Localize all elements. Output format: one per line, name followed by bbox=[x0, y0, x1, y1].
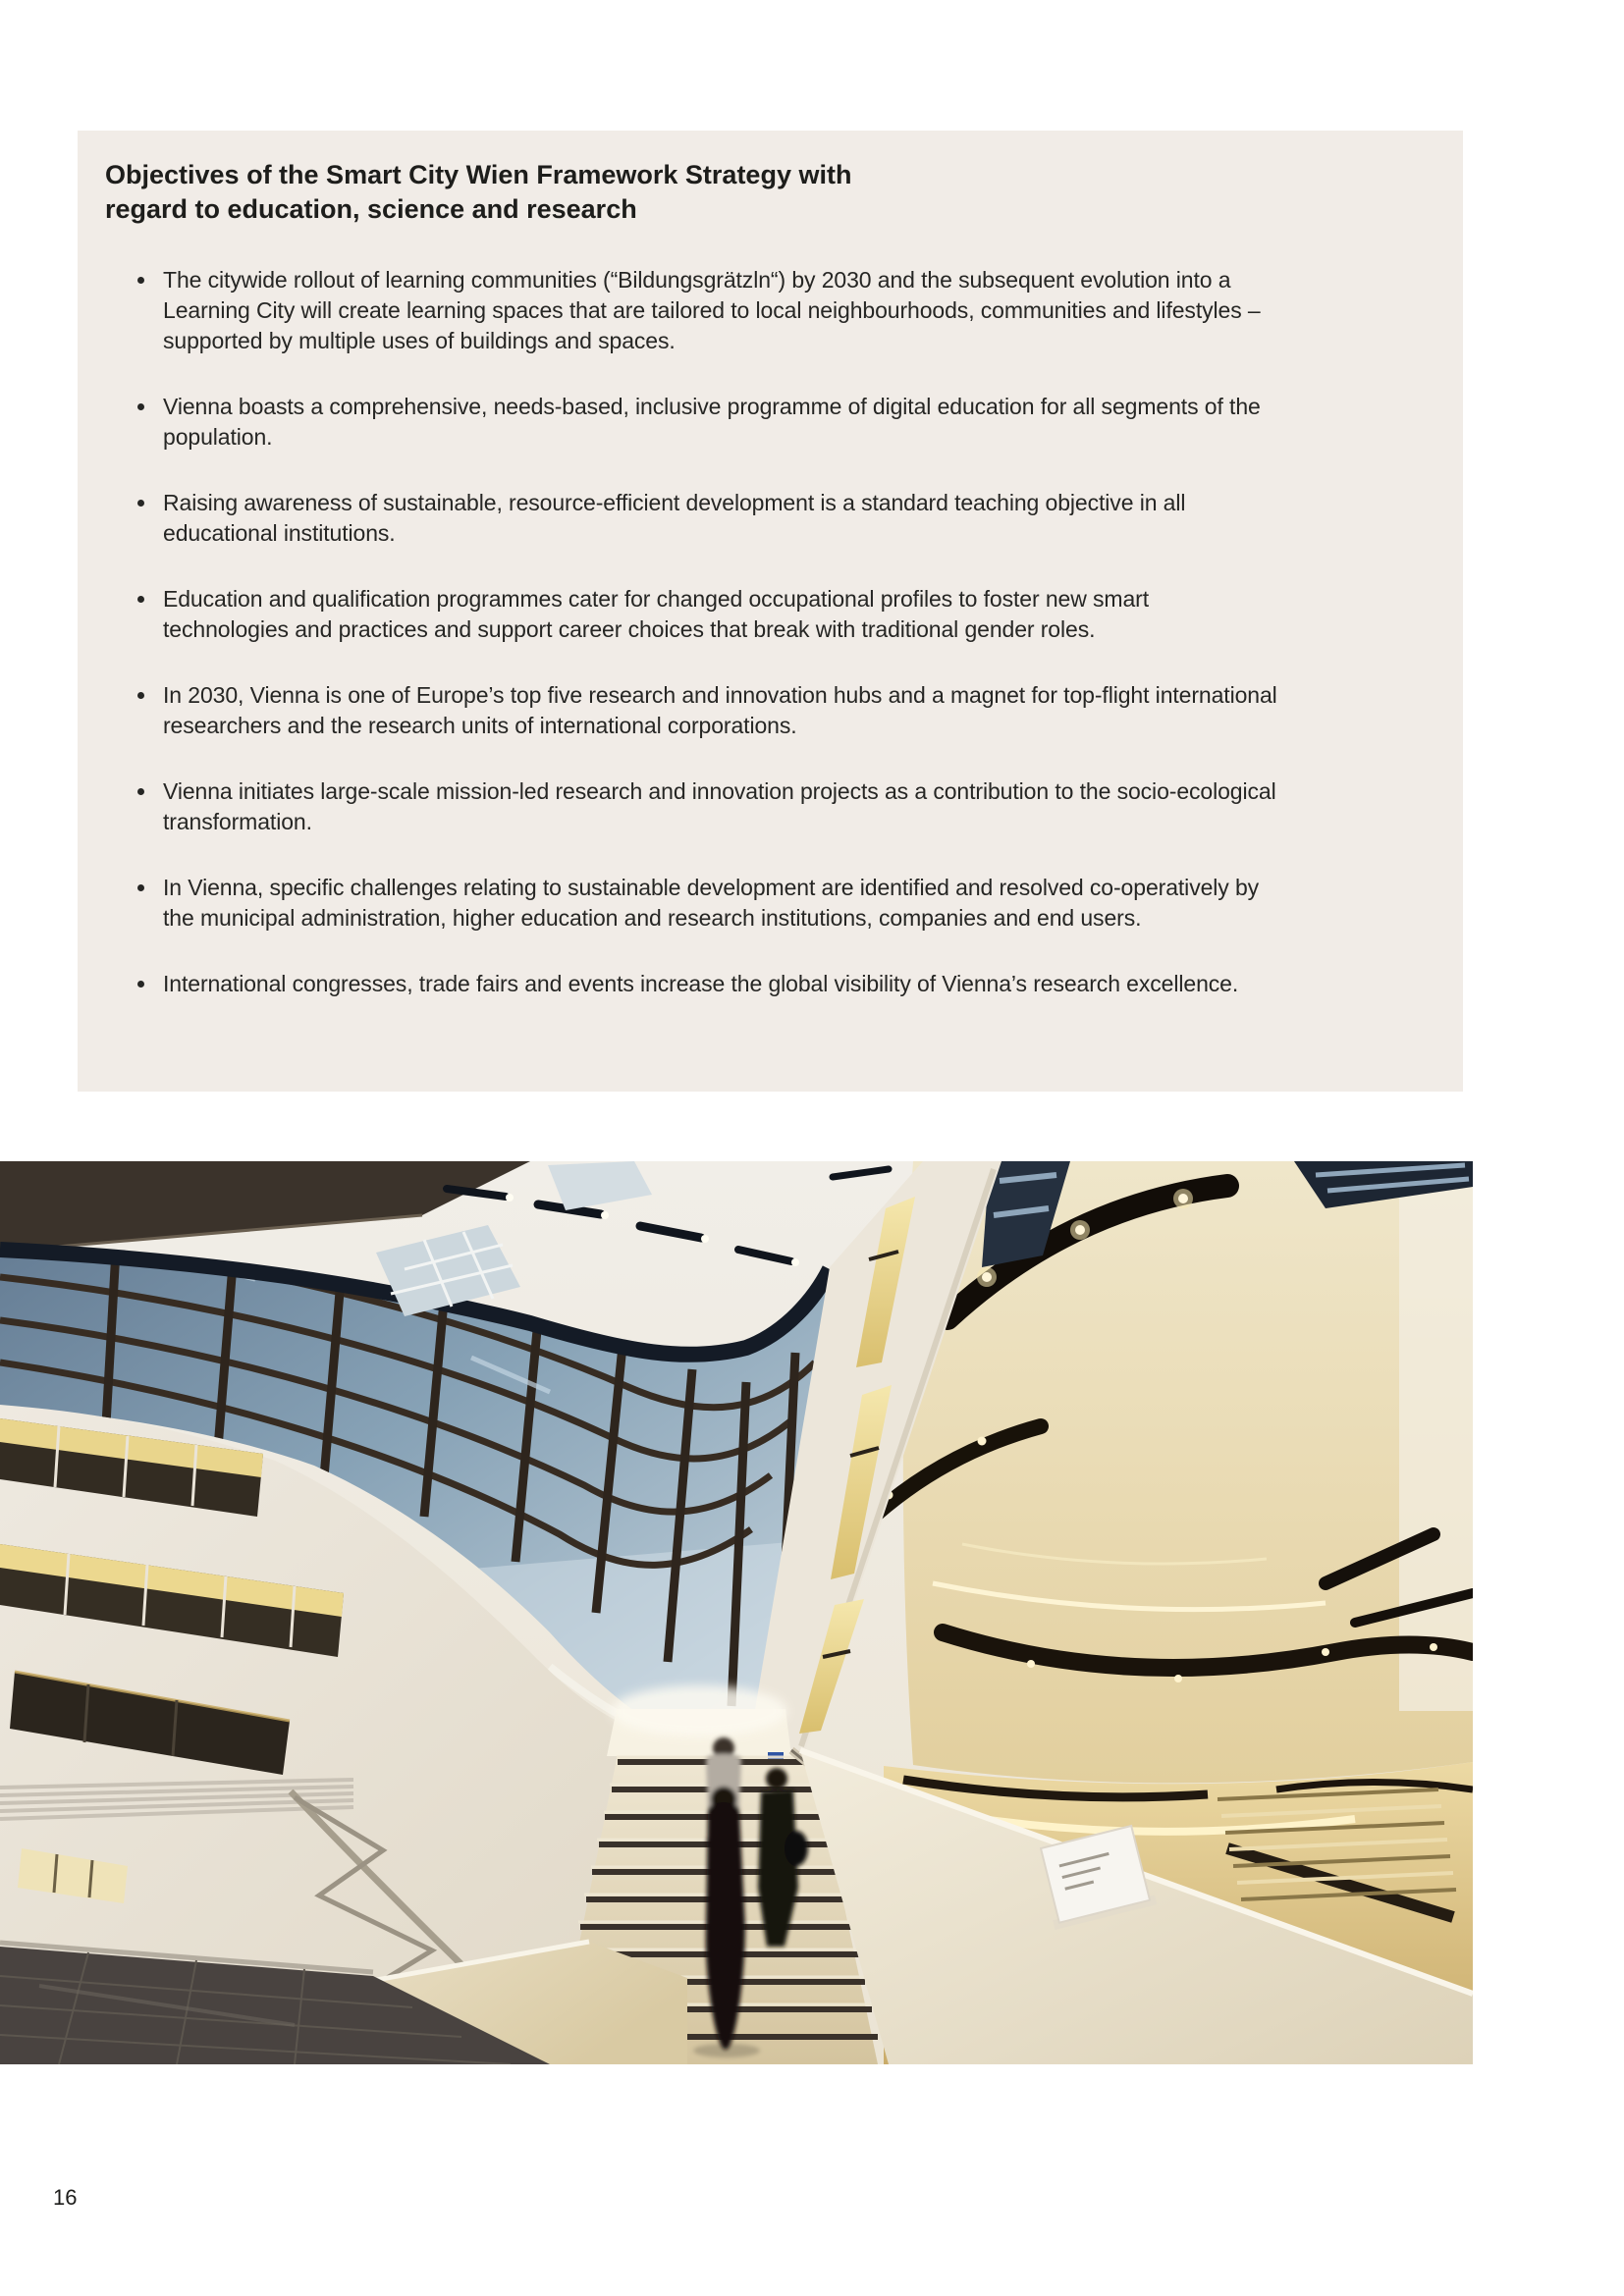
page-number: 16 bbox=[53, 2185, 78, 2210]
list-item bbox=[105, 969, 1277, 999]
list-item bbox=[105, 873, 1277, 934]
objectives-list bbox=[105, 265, 1424, 999]
bullet-text: In 2030, Vienna is one of Europe’s top five research and innovation hubs and a magnet for top-flight international researchers and the research units of international corporations. bbox=[163, 682, 1277, 738]
heading-line-2: regard to education, science and research bbox=[105, 194, 637, 224]
atrium-photo bbox=[0, 1161, 1473, 2064]
list-item bbox=[105, 776, 1277, 837]
photo-illustration bbox=[0, 1161, 1473, 2064]
bullet-text: International congresses, trade fairs and events increase the global visibility of Vienna’s research excellence. bbox=[163, 971, 1239, 996]
heading-line-1: Objectives of the Smart City Wien Framework Strategy with bbox=[105, 160, 852, 189]
bullet-text: Vienna initiates large-scale mission-led research and innovation projects as a contribution to the socio-ecological transformation. bbox=[163, 778, 1276, 834]
bullet-text: In Vienna, specific challenges relating to sustainable development are identified and resolved co-operatively by the municipal administration, higher education and research institutions, companies and end users. bbox=[163, 875, 1260, 931]
objectives-info-box bbox=[78, 131, 1463, 1092]
bullet-icon bbox=[137, 788, 144, 795]
bullet-icon bbox=[137, 403, 144, 410]
list-item bbox=[105, 265, 1277, 356]
bullet-icon bbox=[137, 884, 144, 891]
bullet-text: Raising awareness of sustainable, resource-efficient development is a standard teaching objective in all educational institutions. bbox=[163, 490, 1186, 546]
info-box-heading bbox=[105, 158, 1424, 227]
list-item bbox=[105, 392, 1277, 453]
bullet-text: Education and qualification programmes cater for changed occupational profiles to foster new smart technologies and practices and support career choices that break with traditional gender roles. bbox=[163, 586, 1150, 642]
bullet-icon bbox=[137, 692, 144, 699]
bullet-icon bbox=[137, 500, 144, 507]
list-item bbox=[105, 680, 1277, 741]
bullet-icon bbox=[137, 596, 144, 603]
bullet-text: The citywide rollout of learning communities (“Bildungsgrätzln“) by 2030 and the subsequent evolution into a Learning City will create learning spaces that are tailored to local neighbourhoods, communities and lifestyles – supported by multiple uses of buildings and spaces. bbox=[163, 267, 1261, 353]
bullet-icon bbox=[137, 277, 144, 284]
list-item bbox=[105, 584, 1277, 645]
bullet-icon bbox=[137, 981, 144, 988]
list-item bbox=[105, 488, 1277, 549]
bullet-text: Vienna boasts a comprehensive, needs-based, inclusive programme of digital education for all segments of the population. bbox=[163, 394, 1261, 450]
